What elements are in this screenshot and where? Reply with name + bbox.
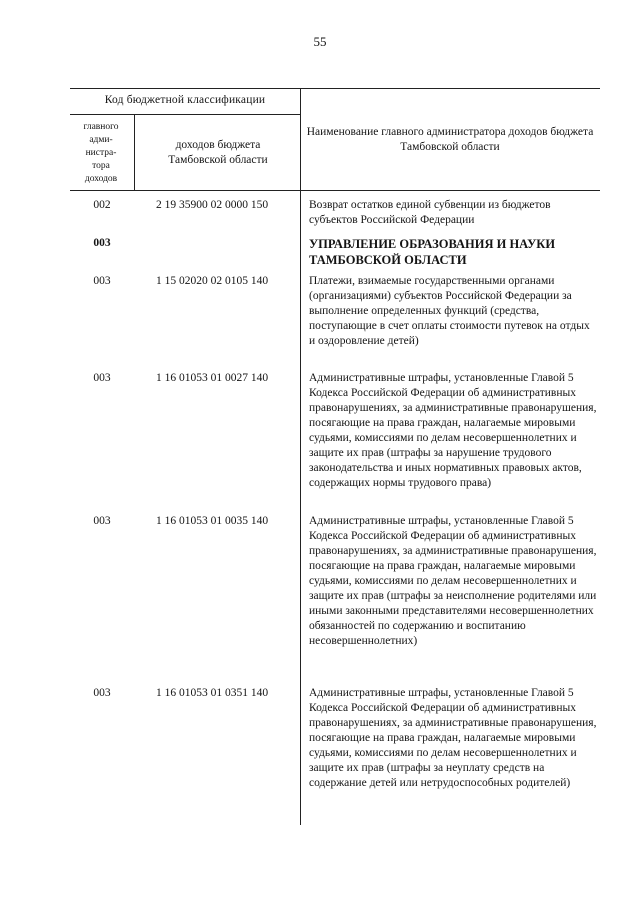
income-code: 1 16 01053 01 0035 140 — [156, 515, 269, 527]
income-name: Административные штрафы, установленные Главой 5 Кодекса Российской Федерации об административных правонарушениях, за административные правонарушения, посягающие на права граждан, налагаемые мировыми судьями, комиссиями по делам несовершеннолетних и защите их прав (штрафы за неуплату средств на содержание детей или нетрудоспособных родителей) — [309, 687, 597, 789]
column-header-income: доходов бюджета Тамбовской области — [168, 139, 268, 166]
admin-code: 003 — [93, 687, 111, 699]
income-name: Административные штрафы, установленные Главой 5 Кодекса Российской Федерации об административных правонарушениях, за административные правонарушения, посягающие на права граждан, налагаемые мировыми судьями, комиссиями по делам несовершеннолетних и защите их прав (штрафы за нарушение трудового законодательства и иных нормативных правовых актов, содержащих нормы трудового права) — [309, 372, 597, 489]
column-header-name: Наименование главного администратора доходов бюджета Тамбовской области — [306, 126, 594, 153]
admin-code: 003 — [93, 275, 111, 287]
income-name: Возврат остатков единой субвенции из бюджетов субъектов Российской Федерации — [309, 199, 551, 226]
admin-code: 003 — [93, 237, 111, 249]
admin-code: 002 — [93, 199, 111, 211]
section-title: УПРАВЛЕНИЕ ОБРАЗОВАНИЯ И НАУКИ ТАМБОВСКОЙ ОБЛАСТИ — [309, 237, 556, 267]
page-number: 55 — [313, 34, 327, 49]
header-top-border — [70, 88, 600, 89]
income-name: Административные штрафы, установленные Главой 5 Кодекса Российской Федерации об административных правонарушениях, за административные правонарушения, посягающие на права граждан, налагаемые мировыми судьями, комиссиями по делам несовершеннолетних и защите их прав (штрафы за неисполнение родителями или иными законными представителями несовершеннолетних обязанностей по содержанию и воспитанию несовершеннолетних) — [309, 515, 597, 647]
income-name: Платежи, взимаемые государственными органами (организациями) субъектов Российской Федерации за выполнение определенных функций (средства, поступающие в счет оплаты стоимости путевок на отдых и оздоровление детей) — [309, 275, 590, 347]
admin-code: 003 — [93, 515, 111, 527]
income-code: 1 16 01053 01 0351 140 — [156, 687, 269, 699]
column-header-admin: главного адми- нистра- тора доходов — [83, 122, 119, 184]
header-bottom-border — [70, 190, 600, 191]
header-code-underline — [70, 114, 300, 115]
income-code: 1 15 02020 02 0105 140 — [156, 275, 269, 287]
admin-code: 003 — [93, 372, 111, 384]
income-code: 2 19 35900 02 0000 150 — [156, 199, 269, 211]
column-divider-admin — [134, 114, 135, 190]
income-code: 1 16 01053 01 0027 140 — [156, 372, 269, 384]
budget-code-title: Код бюджетной классификации — [104, 94, 266, 106]
